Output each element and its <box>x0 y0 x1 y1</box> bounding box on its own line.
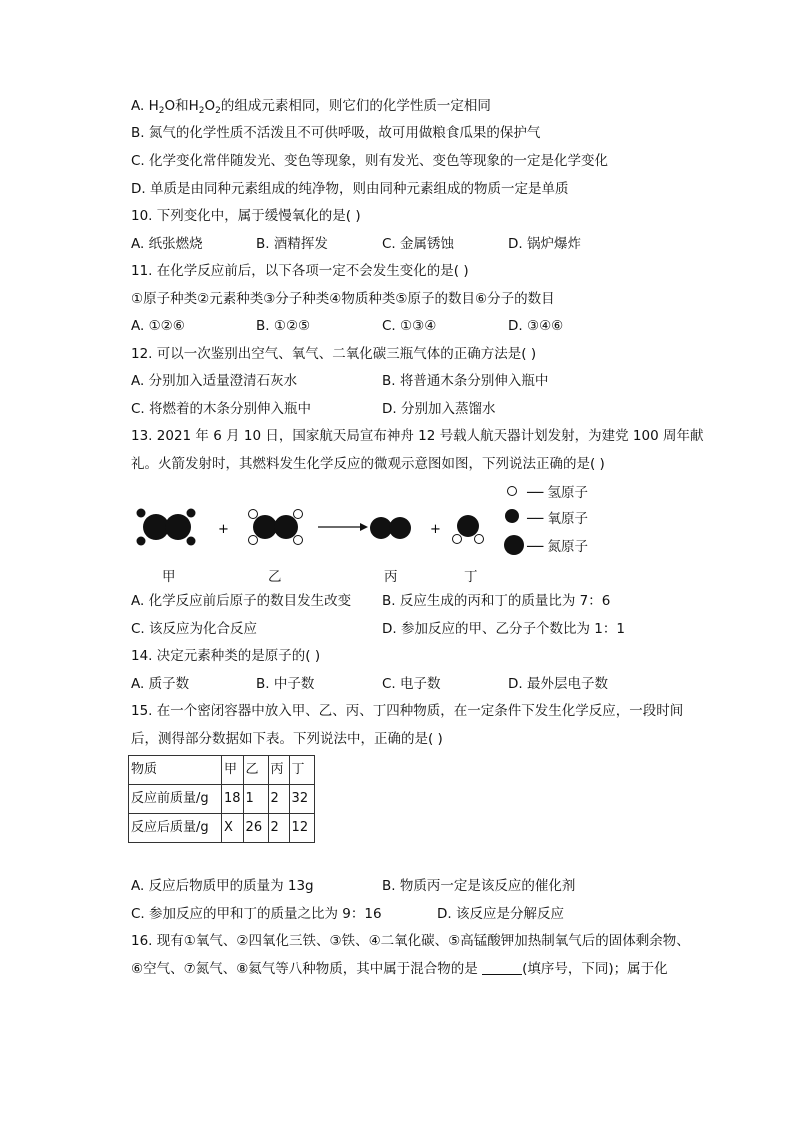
table-cell: 2 <box>268 814 289 843</box>
q11-stem: 11. 在化学反应前后，以下各项一定不会发生变化的是( ) <box>131 263 469 279</box>
table-cell: 18 <box>222 785 244 814</box>
molecule-jia <box>137 509 196 546</box>
q11-option-a: A. ①②⑥ <box>131 318 185 334</box>
q16-line1: 16. 现有①氧气、②四氧化三铁、③铁、④二氧化碳、⑤高锰酸钾加热制氧气后的固体剩余物、 <box>131 933 690 949</box>
molecule-yi <box>249 510 303 545</box>
q15-option-b: B. 物质丙一定是该反应的催化剂 <box>382 878 576 894</box>
q14-option-d: D. 最外层电子数 <box>508 676 608 692</box>
q11-items: ①原子种类②元素种类③分子种类④物质种类⑤原子的数目⑥分子的数目 <box>131 291 555 307</box>
q13-option-b: B. 反应生成的丙和丁的质量比为 7：6 <box>382 593 611 609</box>
molecule-bing <box>370 517 411 539</box>
q15-stem-line1: 15. 在一个密闭容器中放入甲、乙、丙、丁四种物质，在一定条件下发生化学反应，一段时间 <box>131 703 684 719</box>
table-cell: X <box>222 814 244 843</box>
table-row <box>129 785 315 814</box>
table-cell: 12 <box>289 814 314 843</box>
plus-sign-2: + <box>430 522 441 537</box>
reaction-arrow <box>318 523 368 531</box>
q10-option-b: B. 酒精挥发 <box>256 236 328 252</box>
q12-option-c: C. 将燃着的木条分别伸入瓶中 <box>131 401 312 417</box>
mass-data-table <box>128 755 315 843</box>
table-header-cell: 丙 <box>268 756 289 785</box>
q15-option-c: C. 参加反应的甲和丁的质量之比为 9：16 <box>131 906 382 922</box>
q10-option-c: C. 金属锈蚀 <box>382 236 455 252</box>
label-ding: 丁 <box>464 569 478 585</box>
q10-stem: 10. 下列变化中，属于缓慢氧化的是( ) <box>131 208 361 224</box>
label-jia: 甲 <box>162 569 176 585</box>
q16-line2-tail: (填序号，下同)；属于化 <box>522 961 668 977</box>
q9-option-d: D. 单质是由同种元素组成的纯净物，则由同种元素组成的物质一定是单质 <box>131 181 569 197</box>
legend-oxygen: ── 氧原子 <box>527 511 589 527</box>
table-cell: 反应后质量/g <box>129 814 222 843</box>
q13-option-a: A. 化学反应前后原子的数目发生改变 <box>131 593 352 609</box>
table-header-cell: 乙 <box>243 756 268 785</box>
q14-option-b: B. 中子数 <box>256 676 315 692</box>
table-header-cell: 丁 <box>289 756 314 785</box>
table-row <box>129 814 315 843</box>
answer-blank[interactable] <box>482 962 522 975</box>
table-cell: 32 <box>289 785 314 814</box>
legend-symbols <box>504 487 524 556</box>
table-cell: 反应前质量/g <box>129 785 222 814</box>
table-header-row <box>129 756 315 785</box>
q16-line2 <box>131 960 668 978</box>
q13-stem-line2: 礼。火箭发射时，其燃料发生化学反应的微观示意图如图，下列说法正确的是( ) <box>131 456 605 472</box>
q15-option-a: A. 反应后物质甲的质量为 13g <box>131 878 314 894</box>
q14-option-a: A. 质子数 <box>131 676 190 692</box>
table-cell: 2 <box>268 785 289 814</box>
q9-option-a: A. $H_2O$和$H_2O_2$的组成元素相同，则它们的化学性质一定相同 <box>131 98 491 116</box>
q14-option-c: C. 电子数 <box>382 676 441 692</box>
molecule-ding <box>453 515 484 544</box>
legend-nitrogen: ── 氮原子 <box>527 539 589 555</box>
q11-option-b: B. ①②⑤ <box>256 318 311 334</box>
q11-option-c: C. ①③④ <box>382 318 437 334</box>
q12-option-b: B. 将普通木条分别伸入瓶中 <box>382 373 549 389</box>
legend-hydrogen: ── 氢原子 <box>527 485 589 501</box>
q13-stem-line1: 13. 2021 年 6 月 10 日，国家航天局宣布神舟 12 号载人航天器计划发射，为建党 100 周年献 <box>131 428 704 444</box>
q10-option-a: A. 纸张燃烧 <box>131 236 203 252</box>
q14-stem: 14. 决定元素种类的是原子的( ) <box>131 648 321 664</box>
q11-option-d: D. ③④⑥ <box>508 318 564 334</box>
q15-option-d: D. 该反应是分解反应 <box>437 906 564 922</box>
q10-option-d: D. 锅炉爆炸 <box>508 236 581 252</box>
q12-option-d: D. 分别加入蒸馏水 <box>382 401 496 417</box>
table-cell: 26 <box>243 814 268 843</box>
table-cell: 1 <box>243 785 268 814</box>
q9-option-c: C. 化学变化常伴随发光、变色等现象，则有发光、变色等现象的一定是化学变化 <box>131 153 609 169</box>
label-yi: 乙 <box>268 569 282 585</box>
q12-option-a: A. 分别加入适量澄清石灰水 <box>131 373 298 389</box>
q13-option-d: D. 参加反应的甲、乙分子个数比为 1：1 <box>382 621 625 637</box>
table-header-cell: 物质 <box>129 756 222 785</box>
q13-option-c: C. 该反应为化合反应 <box>131 621 258 637</box>
q15-stem-line2: 后，测得部分数据如下表。下列说法中，正确的是( ) <box>131 731 443 747</box>
q9-option-b: B. 氮气的化学性质不活泼且不可供呼吸，故可用做粮食瓜果的保护气 <box>131 125 541 141</box>
q16-line2-text: ⑥空气、⑦氮气、⑧氦气等八种物质，其中属于混合物的是 <box>131 961 478 977</box>
q12-stem: 12. 可以一次鉴别出空气、氧气、二氧化碳三瓶气体的正确方法是( ) <box>131 346 537 362</box>
label-bing: 丙 <box>384 569 398 585</box>
plus-sign-1: + <box>218 522 229 537</box>
table-header-cell: 甲 <box>222 756 244 785</box>
